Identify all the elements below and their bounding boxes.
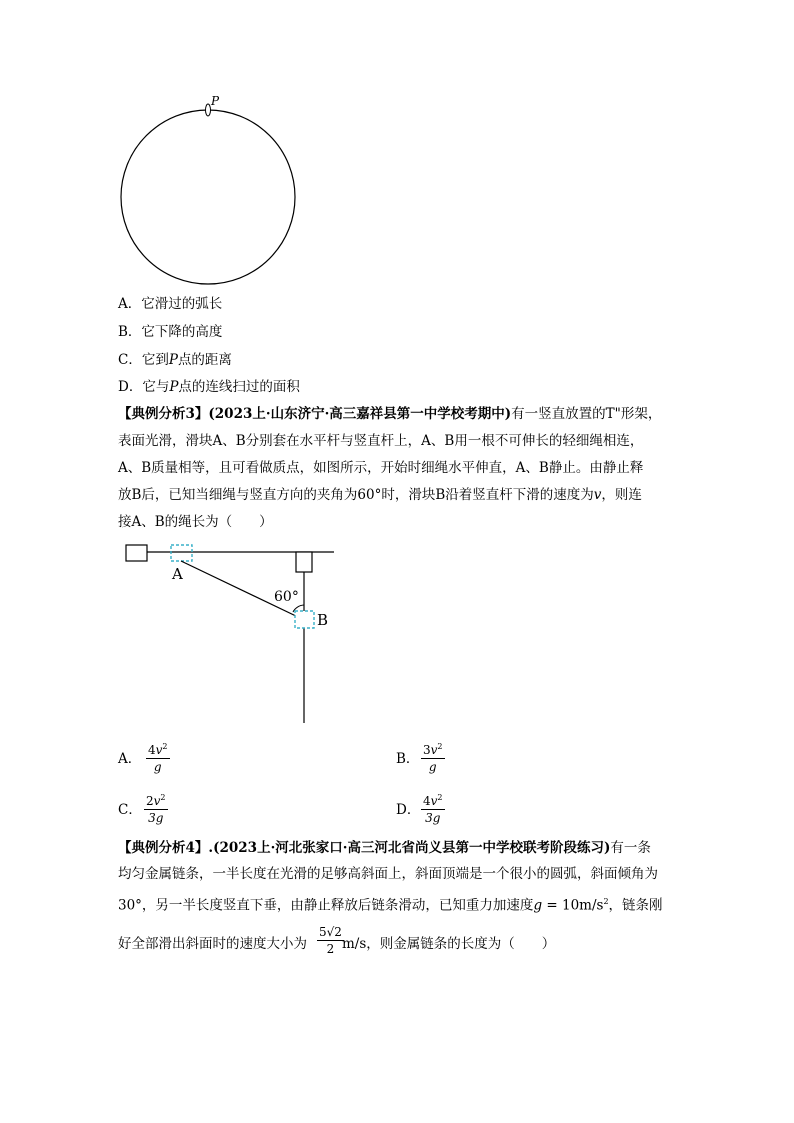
speed-fraction: $\frac{5√2}{2}$ [319, 925, 342, 956]
q3-option-c-letter: C． [118, 802, 142, 818]
example4-line1: 【典例分析4】.(2023上·河北张家口·高三河北省尚义县第一中学校联考阶段练习)有一条 [118, 840, 651, 856]
option-c: C．它到P点的距离 [118, 352, 232, 368]
example3-line2: 表面光滑，滑块A、B分别套在水平杆与竖直杆上，A、B用一根不可伸长的轻细绳相连， [118, 433, 644, 449]
example4-line2: 均匀金属链条，一半长度在光滑的足够高斜面上，斜面顶端是一个很小的圆弧，斜面倾角为 [118, 866, 658, 882]
q3-option-a-fraction: $\frac{4v^2}{g}$ [146, 739, 170, 775]
slider-b [295, 611, 314, 628]
example3-tag: 【典例分析3】 [118, 406, 209, 422]
example3-line1: 【典例分析3】(2023上·山东济宁·高三嘉祥县第一中学校考期中)有一竖直放置的T"形架， [118, 406, 662, 422]
example4-line4-rest: m/s，则金属链条的长度为（ ） [342, 936, 556, 952]
option-a: A．它滑过的弧长 [118, 296, 223, 312]
rod-end-block [126, 545, 147, 561]
example3-source: (2023上·山东济宁·高三嘉祥县第一中学校考期中) [208, 406, 512, 422]
example4-tag: 【典例分析4】 [118, 840, 209, 856]
example4-source: .(2023上·河北张家口·高三河北省尚义县第一中学校联考阶段练习) [208, 840, 611, 856]
label-a: A [172, 565, 183, 583]
q3-option-c-fraction: $\frac{2v^2}{3g}$ [144, 790, 168, 826]
option-b: B．它下降的高度 [118, 324, 223, 340]
q3-option-d-fraction: $\frac{4v^2}{3g}$ [421, 790, 445, 826]
example4-line4: 好全部滑出斜面时的速度大小为 [118, 936, 307, 952]
example3-line3: A、B质量相等，且可看做质点，如图所示，开始时细绳水平伸直，A、B静止。由静止释 [118, 460, 644, 476]
q3-option-b-letter: B． [396, 751, 420, 767]
q3-option-b-fraction: $\frac{3v^2}{g}$ [421, 739, 445, 775]
q3-option-a-letter: A． [118, 751, 142, 767]
example3-line4: 放B后，已知当细绳与竖直方向的夹角为60°时，滑块B沿着竖直杆下滑的速度为v，则连 [118, 487, 642, 503]
example3-line5: 接A、B的绳长为（ ） [118, 514, 273, 530]
angle-label: 60° [274, 589, 299, 605]
example4-line3: 30°，另一半长度竖直下垂，由静止释放后链条滑动，已知重力加速度$g = 10m/s^2$，链条刚 [118, 897, 663, 914]
slider-a [171, 545, 192, 561]
label-b: B [317, 611, 329, 629]
option-d: D．它与P点的连线扫过的面积 [118, 379, 300, 395]
point-p-label: P [211, 94, 220, 108]
vertical-rod-mount [296, 552, 312, 572]
q3-option-d-letter: D． [396, 802, 421, 818]
